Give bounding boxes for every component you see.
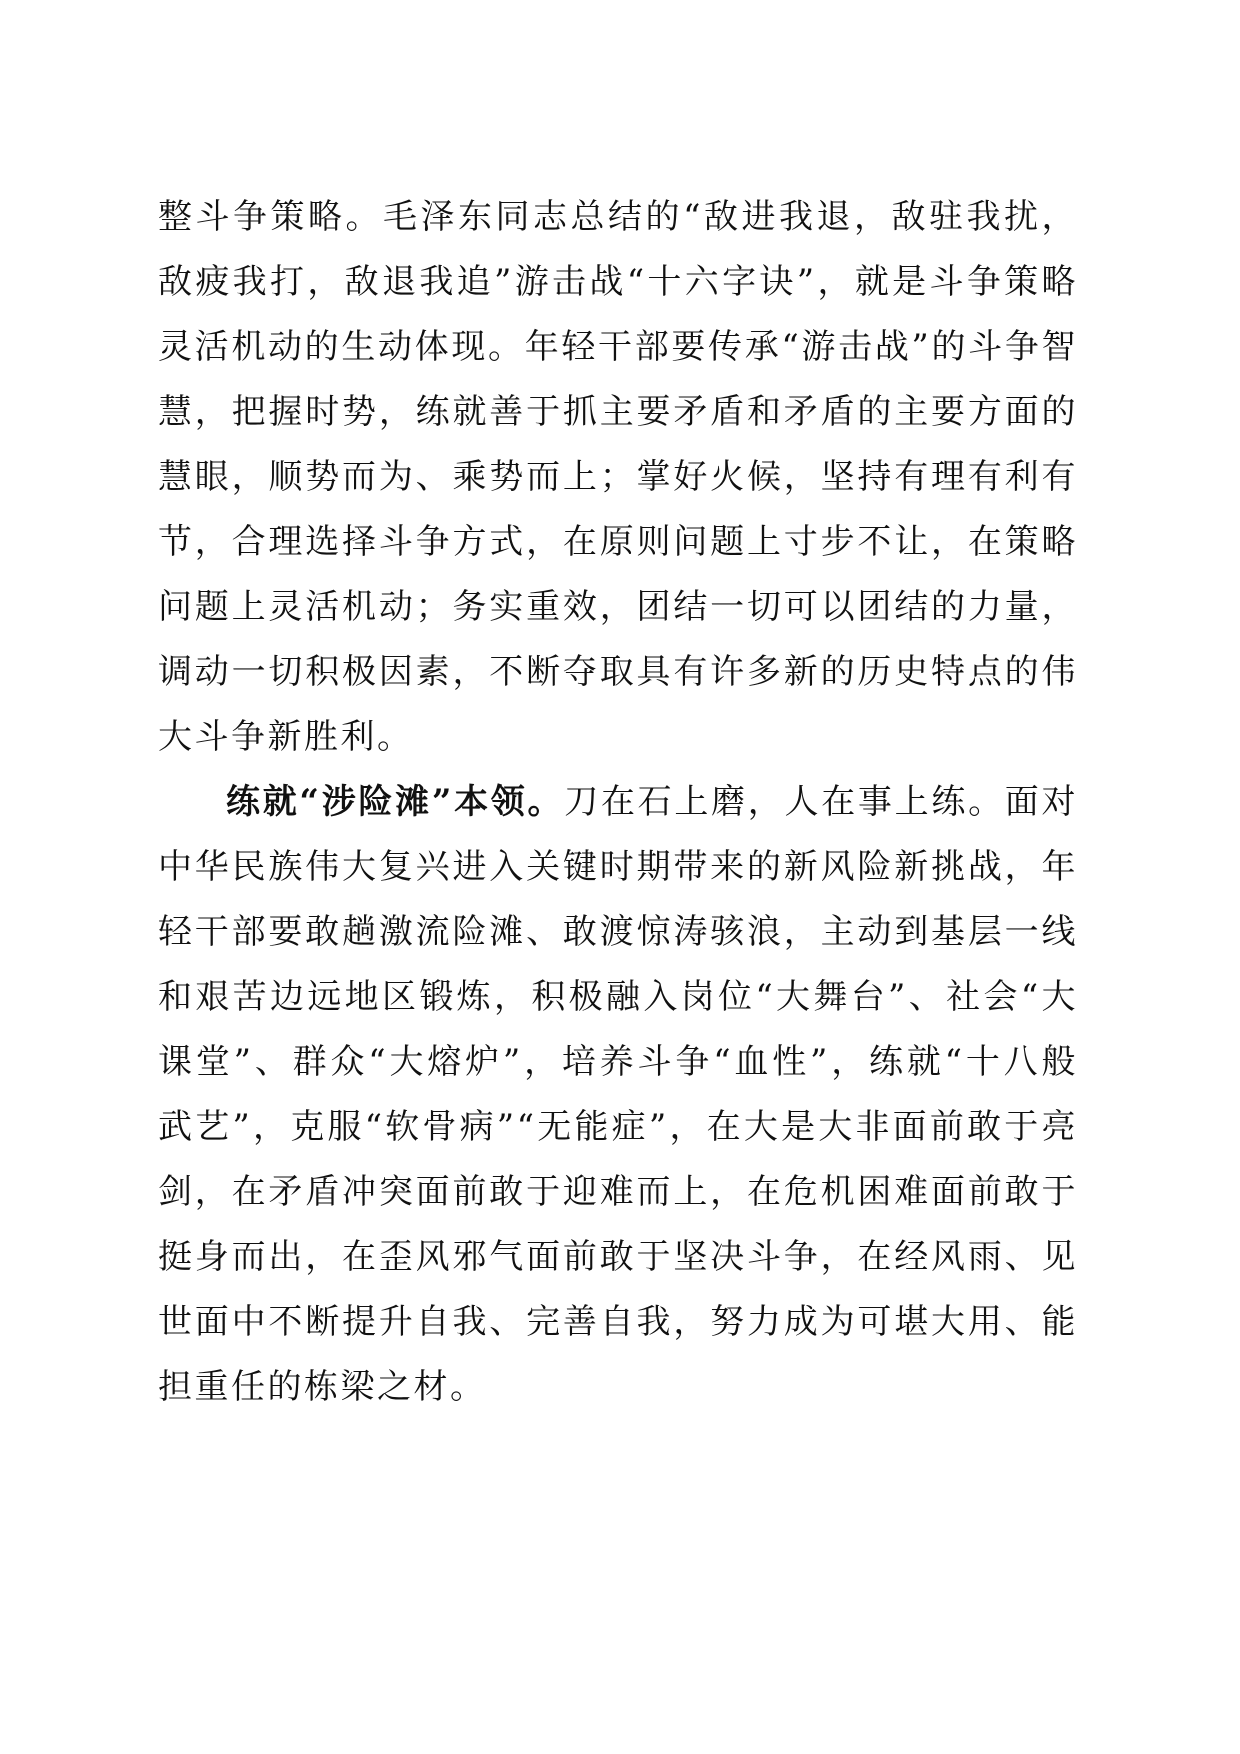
paragraph-heading: 练就“涉险滩”本领。 <box>226 782 565 822</box>
paragraph-continuation <box>158 185 1078 770</box>
paragraph-text: 刀在石上磨，人在事上练。面对中华民族伟大复兴进入关键时期带来的新风险新挑战，年轻干部要敢趟激流险滩、敢渡惊涛骇浪，主动到基层一线和艰苦边远地区锻炼，积极融入岗位“大舞台”、社会“大课堂”、群众“大熔炉”，培养斗争“血性”，练就“十八般武艺”，克服“软骨病”“无能症”，在大是大非面前敢于亮剑，在矛盾冲突面前敢于迎难而上，在危机困难面前敢于挺身而出，在歪风邪气面前敢于坚决斗争，在经风雨、见世面中不断提升自我、完善自我，努力成为可堪大用、能担重任的栋梁之材。 <box>158 782 1078 1407</box>
document-body <box>158 185 1078 1420</box>
paragraph-text: 整斗争策略。毛泽东同志总结的“敌进我退，敌驻我扰，敌疲我打，敌退我追”游击战“十六字诀”，就是斗争策略灵活机动的生动体现。年轻干部要传承“游击战”的斗争智慧，把握时势，练就善于抓主要矛盾和矛盾的主要方面的慧眼，顺势而为、乘势而上；掌好火候，坚持有理有利有节，合理选择斗争方式，在原则问题上寸步不让，在策略问题上灵活机动；务实重效，团结一切可以团结的力量，调动一切积极因素，不断夺取具有许多新的历史特点的伟大斗争新胜利。 <box>158 197 1078 757</box>
paragraph-shexiantan <box>158 770 1078 1420</box>
